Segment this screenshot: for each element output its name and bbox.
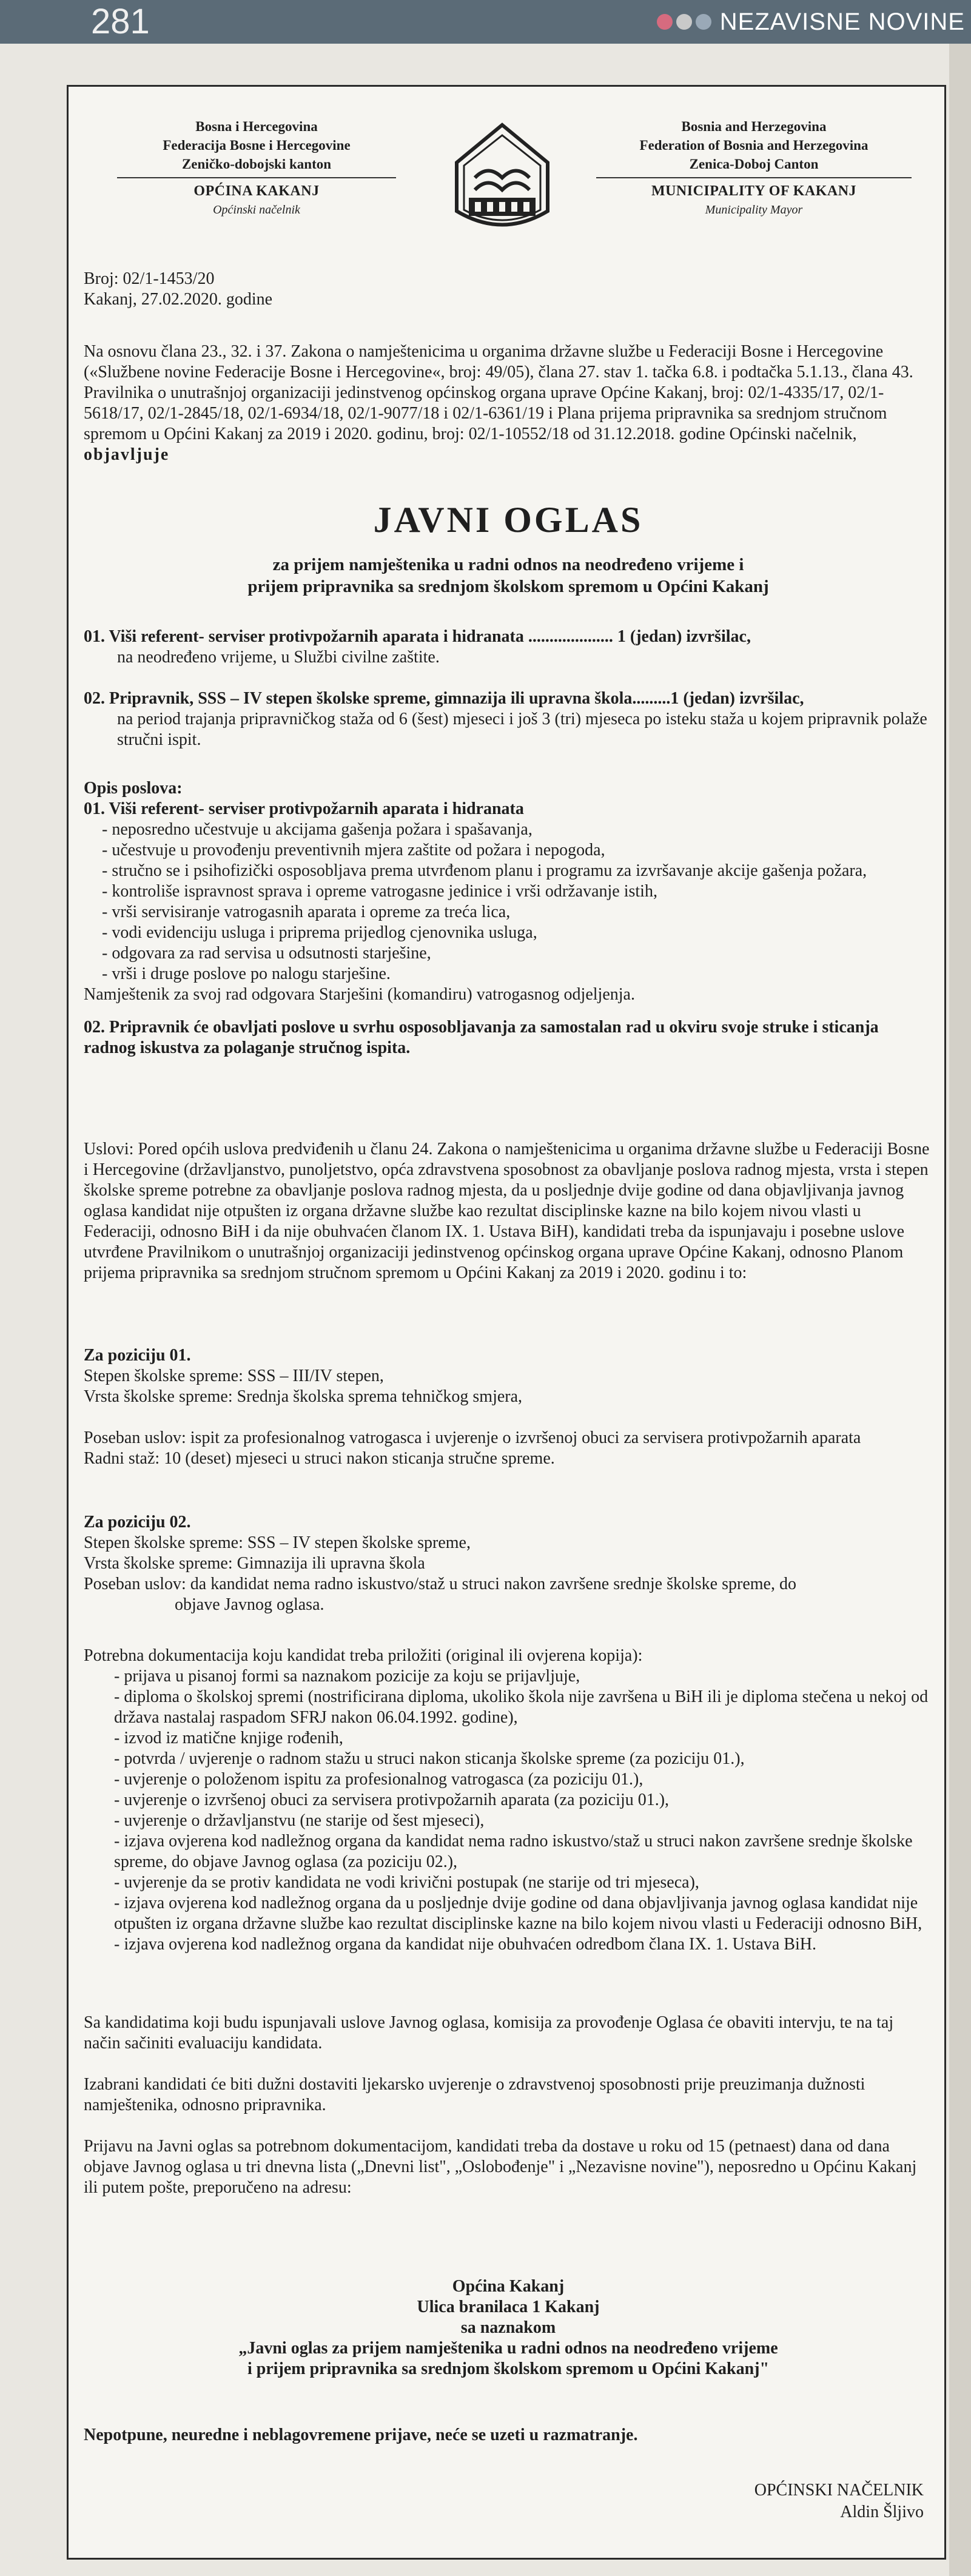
header-right-role: Municipality Mayor <box>705 203 803 217</box>
document-item: - uvjerenje o državljanstvu (ne starije od šest mjeseci), <box>114 1811 485 1830</box>
preamble-text: Na osnovu člana 23., 32. i 37. Zakona o namještenicima u organima državne službe u Federaciji Bosne i Hercegovine («Službene novine Federacije Bosne i Hercegovine«, broj: 49/05), člana 27. stav 1. tačka 6.8. i podtačka 5.1.13., člana 43. Pravilnika o unutrašnjoj organizaciji jedinstvenog općinskog organa uprave Općine Kakanj, broj: 02/1-4335/17, 02/1-5618/17, 02/1-2845/18, 02/1-6934/18, 02/1-9077/18 i 02/1-6361/19 i Plana prijema pripravnika sa srednjom stručnom spremom u Općini Kakanj za 2019 i 2020. godinu, broj: 02/1-10552/18 od 31.12.2018. godine Općinski načelnik, <box>84 342 913 443</box>
document-item: - prijava u pisanoj formi sa naznakom pozicije za koju se prijavljuje, <box>114 1667 580 1686</box>
document-place-date: Kakanj, 27.02.2020. godine <box>84 290 273 309</box>
duty-item: - vrši servisiranje vatrogasnih aparata i opreme za treća lica, <box>102 903 511 921</box>
announcement-title: JAVNI OGLAS <box>373 500 643 540</box>
pos1-special: Poseban uslov: ispit za profesionalnog vatrogasca i uvjerenje o izvršenoj obuci za servisera protivpožarnih aparata <box>84 1428 861 1447</box>
preamble-paragraph <box>84 341 933 465</box>
duties-heading: Opis poslova: <box>84 779 183 798</box>
dot-icon <box>657 14 673 30</box>
document-meta <box>84 269 933 310</box>
pos1-heading: Za poziciju 01. <box>84 1346 191 1365</box>
documents-heading: Potrebna dokumentacija koju kandidat treba priložiti (original ili ovjerena kopija): <box>84 1646 643 1665</box>
position-detail: na period trajanja pripravničkog staža od 6 (šest) mjeseci i još 3 (tri) mjeseca po isteku staža u kojem pripravnik polaže stručni ispit. <box>117 710 927 749</box>
announcement-subtitle <box>69 554 948 597</box>
document-item: - uvjerenje o položenom ispitu za profesionalnog vatrogasca (za poziciju 01.), <box>114 1770 643 1789</box>
header-left <box>117 117 396 220</box>
address-line: „Javni oglas za prijem namještenika u radni odnos na neodređeno vrijeme <box>238 2339 778 2358</box>
duties-section <box>84 778 933 1058</box>
header-right-canton: Zenica-Doboj Canton <box>689 156 819 172</box>
final-note: Nepotpune, neuredne i neblagovremene prijave, neće se uzeti u razmatranje. <box>84 2426 638 2444</box>
pos1-line1: Stepen školske spreme: SSS – III/IV stepen, <box>84 1367 384 1385</box>
header-right <box>596 117 912 220</box>
address-line: i prijem pripravnika sa srednjom školskom spremom u Općini Kakanj" <box>247 2359 770 2378</box>
document-item: - uvjerenje da se protiv kandidata ne vodi krivični postupak (ne starije od tri mjeseca), <box>114 1873 699 1892</box>
document-item: - izvod iz matične knjige rođenih, <box>114 1729 343 1747</box>
header-left-canton: Zeničko-dobojski kanton <box>181 156 332 172</box>
header-left-office: OPĆINA KAKANJ <box>193 183 320 199</box>
announcement-frame <box>67 85 946 2560</box>
pos2-line1: Stepen školske spreme: SSS – IV stepen školske spreme, <box>84 1533 471 1552</box>
subtitle-line: prijem pripravnika sa srednjom školskom spremom u Općini Kakanj <box>247 577 769 596</box>
pos2-special: Poseban uslov: da kandidat nema radno iskustvo/staž u struci nakon završene srednje školske spreme, do <box>84 1575 796 1593</box>
masthead-bar <box>0 0 971 44</box>
position-02-requirements <box>84 1512 933 1615</box>
signature-title: OPĆINSKI NAČELNIK <box>754 2481 924 2500</box>
newspaper-brand <box>657 0 965 44</box>
address-line: Ulica branilaca 1 Kakanj <box>417 2298 600 2316</box>
document-item: - izjava ovjerena kod nadležnog organa da u posljednje dvije godine od dana objavljivanja javnog oglasa kandidat nije otpušten iz organa državne službe kao rezultat disciplinske kazne na bilo kojem nivou vlasti u Federaciji odnosno BiH, <box>114 1894 922 1933</box>
duty-item: - vrši i druge poslove po nalogu starješine. <box>102 964 391 983</box>
duty-item: - neposredno učestvuje u akcijama gašenja požara i spašavanja, <box>102 820 533 839</box>
signature-name: Aldin Šljivo <box>840 2503 924 2521</box>
position-detail: na neodređeno vrijeme, u Službi civilne zaštite. <box>117 648 440 667</box>
header-right-federation: Federation of Bosnia and Herzegovina <box>639 138 869 153</box>
positions-section <box>84 627 933 750</box>
document-item: - diploma o školskoj spremi (nostrificirana diploma, ukoliko škola nije završena u BiH ili je diploma stečena u nekoj od država nastalaj raspadom SFRJ nakon 06.04.1992. godine), <box>114 1687 929 1727</box>
document-item: - izjava ovjerena kod nadležnog organa da kandidat nije obuhvaćen odredbom člana IX. 1. Ustava BiH. <box>114 1935 816 1954</box>
position-heading: 02. Pripravnik, SSS – IV stepen školske spreme, gimnazija ili upravna škola.........1 (jedan) izvršilac, <box>84 689 804 708</box>
preamble-emphasis: objavljuje <box>84 445 170 464</box>
subtitle-line: za prijem namještenika u radni odnos na neodređeno vrijeme i <box>272 555 744 574</box>
brand-dots-icon <box>657 14 711 30</box>
duty-item: - stručno se i psihofizički osposobljava prema utvrđenom planu i programu za izvršavanje akcije gašenja požara, <box>102 861 867 880</box>
divider <box>596 177 912 178</box>
intern-note: 02. Pripravnik će obavljati poslove u svrhu osposobljavanja za samostalan rad u okviru svoje struke i sticanja radnog iskustva za polaganje stručnog ispita. <box>84 1018 879 1057</box>
closing-section <box>84 2013 933 2198</box>
adjacent-page-strip <box>949 44 971 2576</box>
municipality-crest-icon <box>451 120 554 241</box>
header-right-office: MUNICIPALITY OF KAKANJ <box>651 183 857 199</box>
dot-icon <box>676 14 692 30</box>
duties-subheading: 01. Viši referent- serviser protivpožarnih aparata i hidranata <box>84 799 524 818</box>
document-number: Broj: 02/1-1453/20 <box>84 269 215 288</box>
closing-paragraph: Sa kandidatima koji budu ispunjavali uslove Javnog oglasa, komisija za provođenje Oglasa će obaviti intervju, te na taj način sačiniti evaluaciju kandidata. <box>84 2013 894 2053</box>
pos1-line2: Vrsta školske spreme: Srednja školska sprema tehničkog smjera, <box>84 1387 523 1406</box>
signature-block <box>754 2480 924 2523</box>
document-item: - potvrda / uvjerenje o radnom stažu u struci nakon sticanja školske spreme (za poziciju 01.), <box>114 1749 745 1768</box>
header-right-country: Bosnia and Herzegovina <box>681 119 827 134</box>
pos2-line2: Vrsta školske spreme: Gimnazija ili upravna škola <box>84 1554 425 1573</box>
dot-icon <box>696 14 711 30</box>
duty-item: - učestvuje u provođenju preventivnih mjera zaštite od požara i nepogoda, <box>102 841 605 859</box>
preamble <box>84 341 933 465</box>
duty-item: - vodi evidenciju usluga i priprema prijedlog cjenovnika usluga, <box>102 923 537 942</box>
header-left-federation: Federacija Bosne i Hercegovine <box>163 138 351 153</box>
pos2-special-cont: objave Javnog oglasa. <box>175 1595 324 1614</box>
conditions-section <box>84 1139 933 1283</box>
conditions-text: Uslovi: Pored općih uslova predviđenih u članu 24. Zakona o namještenicima u organima državne službe u Federaciji Bosne i Hercegovine (državljanstvo, punoljetstvo, opća zdravstvena sposobnost za obavljanje poslova radnog mjesta, vrsta i stepen školske spreme potrebne za obavljanje poslova radnog mjesta, da u posljednje dvije godine od dana objavljivanja javnog oglasa kandidat nije otpušten iz organa državne službe kao rezultat disciplinske kazne na bilo kojem nivou vlasti u Federaciji, odnosno BiH i da nije obuhvaćen članom IX. 1. Ustava BiH), kandidati treba da ispunjavaju i posebne uslove utvrđene Pravilnikom o unutrašnjoj organizaciji jedinstvenog općinskog organa uprave Općine Kakanj, odnosno Planom prijema pripravnika sa srednjom stručnom spremom u Općini Kakanj za 2019 i 2020. godinu i to: <box>84 1140 930 1282</box>
mailing-address <box>84 2276 933 2379</box>
position-heading: 01. Viši referent- serviser protivpožarnih aparata i hidranata .................... 1 (jedan) izvršilac, <box>84 627 751 646</box>
address-line: Općina Kakanj <box>452 2277 565 2296</box>
header-left-country: Bosna i Hercegovina <box>195 119 318 134</box>
duty-item: - kontroliše ispravnost sprava i opreme vatrogasne jedinice i vrši održavanje istih, <box>102 882 657 901</box>
documents-section <box>84 1646 933 1955</box>
document-item: - uvjerenje o izvršenoj obuci za servisera protivpožarnih aparata (za poziciju 01.), <box>114 1791 670 1809</box>
address-line: sa naznakom <box>460 2318 556 2337</box>
document-item: - izjava ovjerena kod nadležnog organa da kandidat nema radno iskustvo/staž u struci nakon završene srednje školske spreme, do objave Javnog oglasa (za poziciju 02.), <box>114 1832 913 1871</box>
brand-name: NEZAVISNE NOVINE <box>719 8 965 35</box>
duties-closing: Namještenik za svoj rad odgovara Starješini (komandiru) vatrogasnog odjeljenja. <box>84 985 635 1004</box>
pos2-heading: Za poziciju 02. <box>84 1513 191 1532</box>
pos1-experience: Radni staž: 10 (deset) mjeseci u struci nakon sticanja stručne spreme. <box>84 1449 555 1468</box>
divider <box>117 177 396 178</box>
closing-paragraph: Izabrani kandidati će biti dužni dostaviti ljekarsko uvjerenje o zdravstvenoj sposobnosti prije preuzimanja dužnosti namještenika, odnosno pripravnika. <box>84 2075 865 2114</box>
closing-paragraph: Prijavu na Javni oglas sa potrebnom dokumentacijom, kandidati treba da dostave u roku od 15 (petnaest) dana od dana objave Javnog oglasa u tri dnevna lista („Dnevni list", „Oslobođenje" i „Nezavisne novine"), neposredno u Općinu Kakanj ili putem pošte, preporučeno na adresu: <box>84 2137 917 2197</box>
page-number: 281 <box>91 2 150 41</box>
header-left-role: Općinski načelnik <box>213 203 300 217</box>
duty-item: - odgovara za rad servisa u odsutnosti starješine, <box>102 944 431 963</box>
position-01-requirements <box>84 1345 933 1469</box>
